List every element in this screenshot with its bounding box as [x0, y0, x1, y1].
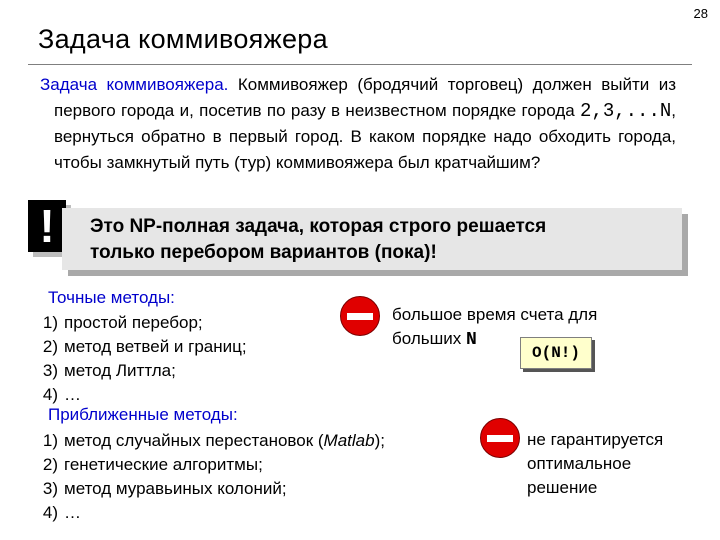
- complexity-badge: O(N!): [520, 337, 592, 369]
- approx-con-line-2: оптимальное: [527, 454, 632, 473]
- alert-note: [62, 208, 682, 270]
- alert-box: [62, 208, 682, 270]
- intro-cities: 2,3,...N: [580, 100, 672, 122]
- intro-text-2: , вернуться обратно в первый город. В каком порядке надо обходить города, чтобы замкнутый путь (тур) коммивояжера был кратчайшим?: [54, 101, 676, 172]
- minus-icon: [480, 418, 520, 458]
- intro-paragraph: [40, 72, 676, 176]
- intro-lead: Задача коммивояжера.: [40, 75, 229, 94]
- exact-con-line-1: большое время счета для: [392, 305, 598, 324]
- exclamation-icon: !: [28, 200, 66, 252]
- approx-con: [527, 428, 663, 500]
- list-item: 4) …: [42, 385, 81, 404]
- list-item: 2) генетические алгоритмы;: [42, 455, 263, 474]
- alert-line-2: только перебором вариантов (пока)!: [90, 242, 437, 263]
- approx-con-line-1: не гарантируется: [527, 430, 664, 449]
- approx-methods-heading: Приближенные методы:: [48, 405, 238, 424]
- list-item: 2) метод ветвей и границ;: [42, 337, 247, 356]
- list-item: 3) метод Литтла;: [42, 361, 176, 380]
- slide-title: Задача коммивояжера: [38, 24, 328, 54]
- exact-con-line-2: больших N: [392, 329, 477, 350]
- page-number: 28: [693, 6, 708, 21]
- list-item: 1) простой перебор;: [42, 313, 203, 332]
- approx-methods-list: [32, 429, 385, 525]
- minus-icon: [340, 296, 380, 336]
- title-divider: [28, 64, 692, 65]
- list-item: 4) …: [42, 503, 81, 522]
- list-item: 3) метод муравьиных колоний;: [42, 479, 287, 498]
- exact-con-n: N: [465, 330, 477, 350]
- exact-methods-list: [32, 311, 247, 407]
- alert-line-1: Это NP-полная задача, которая строго решается: [90, 216, 547, 237]
- list-item: 1) метод случайных перестановок (Matlab);: [42, 431, 385, 450]
- approx-con-line-3: решение: [527, 478, 598, 497]
- exact-methods-heading: Точные методы:: [48, 288, 175, 307]
- intro-text-1: Коммивояжер (бродячий торговец) должен выйти из первого города и, посетив по разу в неизвестном порядке города: [54, 75, 676, 120]
